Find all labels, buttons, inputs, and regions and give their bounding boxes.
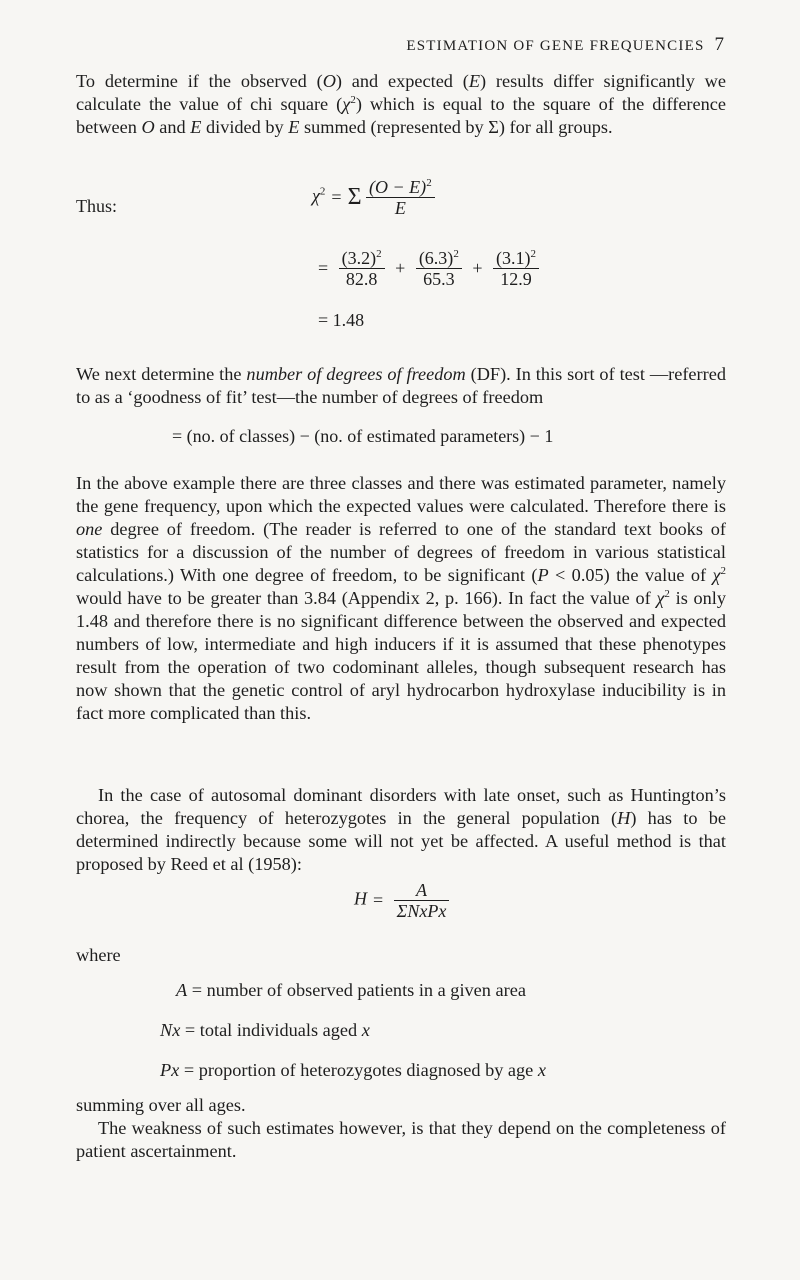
heterozygote-formula: H = $\frac{A}{\text{ΣNxPx}}$: [354, 880, 449, 921]
paragraph-closing: summing over all ages. The weakness of such estimates however, is that they depend on the completeness of patient ascertainment.: [76, 1095, 726, 1161]
definition-nx: Nx = total individuals aged x: [160, 1020, 370, 1040]
running-title: ESTIMATION OF GENE FREQUENCIES: [406, 38, 705, 54]
definition-a: A = number of observed patients in a given area: [176, 980, 526, 1000]
definition-list: [160, 980, 546, 1100]
where-label: where: [76, 945, 121, 965]
chi-square-formula: $\chi^2 = \Sigma$ $\frac{(O - E)^2}{E}$: [312, 177, 435, 218]
paragraph-degrees-of-freedom: We next determine the number of degrees of freedom (DF). In this sort of test —referred to as a ‘goodness of fit’ test—the number of degrees of freedom: [76, 364, 726, 407]
chi-square-terms: = $\frac{(3.2)^2}{82.8}$ + $\frac{(6.3)^2}{65.3}$ + $\frac{(3.1)^2}{12.9}$: [318, 248, 539, 289]
paragraph-late-onset: In the case of autosomal dominant disorders with late onset, such as Huntington’s chorea, the frequency of heterozygotes in the general population (H) has to be determined indirectly because some will not yet be affected. A useful method is that proposed by Reed et al (1958):: [76, 785, 726, 874]
paragraph-example-result: In the above example there are three classes and there was estimated parameter, namely the gene frequency, upon which the expected values were calculated. Therefore there is one degree of freedom. (The reader is referred to one of the standard text books of statistics for a discussion of the number of degrees of freedom in various statistical calculations.) With one degree of freedom, to be significant (P < 0.05) the value of $\chi^2$ would have to be greater than 3.84 (Appendix 2, p. 166). In fact the value of $\chi^2$ is only 1.48 and therefore there is no significant difference between the observed and expected numbers of low, intermediate and high inducers if it is assumed that these phenotypes result from the operation of two codominant alleles, though subsequent research has now shown that the genetic control of aryl hydrocarbon hydroxylase inducibility is in fact more complicated than this.: [76, 473, 726, 723]
thus-label: Thus:: [76, 196, 118, 216]
running-head: [406, 34, 724, 56]
definition-px: Px = proportion of heterozygotes diagnosed by age x: [160, 1060, 546, 1080]
page-number: 7: [714, 34, 724, 55]
paragraph-chi-square-intro: To determine if the observed (O) and expected (E) results differ significantly we calculate the value of chi square $(\chi^2)$ which is equal to the square of the difference between O and E divided by E summed (represented by Σ) for all groups.: [76, 71, 727, 137]
chi-square-result: = 1.48: [318, 310, 365, 330]
df-formula: = (no. of classes) − (no. of estimated parameters) − 1: [172, 426, 554, 446]
